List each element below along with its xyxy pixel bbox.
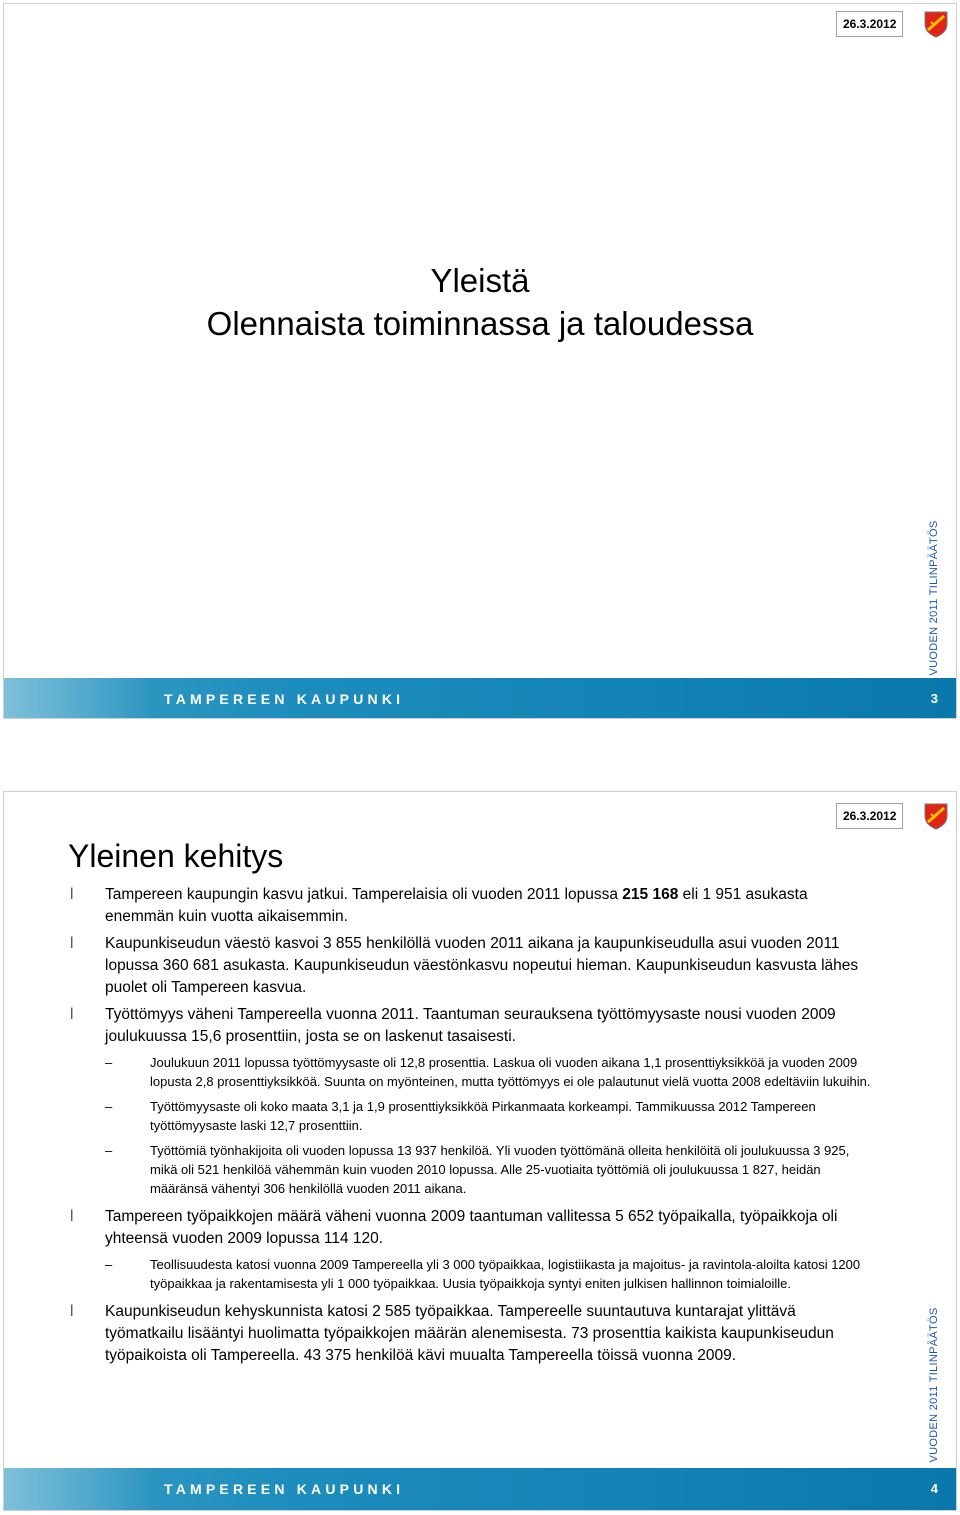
sub-bullet-dash: – xyxy=(105,1143,113,1158)
bullet-text: Työttömyys väheni Tampereella vuonna 2011. Taantuman seurauksena työttömyysaste nousi vuoden 2009 joulukuussa 15,6 prosenttiin, josta se on laskenut tasaisesti. xyxy=(105,1006,836,1045)
coat-of-arms-logo xyxy=(922,802,950,830)
city-skyline-image xyxy=(4,1468,154,1510)
bullet-item xyxy=(68,1004,878,1048)
bullet-item xyxy=(68,1301,878,1367)
footer-bar xyxy=(4,1468,956,1510)
side-label: VUODEN 2011 TILINPÄÄTÖS xyxy=(928,1307,940,1463)
slide-3 xyxy=(3,3,957,719)
bullet-text: Tampereen kaupungin kasvu jatkui. Tamperelaisia oli vuoden 2011 lopussa xyxy=(105,886,623,903)
sub-bullet-list xyxy=(105,1053,878,1198)
sub-bullet-item xyxy=(105,1141,878,1198)
slide-date: 26.3.2012 xyxy=(836,11,903,37)
bullet-text: Kaupunkiseudun kehyskunnista katosi 2 585 työpaikkaa. Tampereelle suuntautuva kuntarajat ylittävä työmatkailu lisääntyi huolimatta työpaikkojen määrän alenemisesta. 73 prosenttia kaikista kaupunkiseudun työpaikoista oli Tampereella. 43 375 henkilöä kävi muualta Tampereella töissä vuonna 2009. xyxy=(105,1303,834,1364)
sub-bullet-dash: – xyxy=(105,1099,113,1114)
coat-of-arms-logo xyxy=(922,10,950,38)
title-line-2: Olennaista toiminnassa ja taloudessa xyxy=(206,305,754,342)
page-number: 4 xyxy=(930,1481,938,1496)
bullet-marker: l xyxy=(70,1208,74,1225)
bullet-marker: l xyxy=(70,935,74,952)
bullet-list xyxy=(68,884,878,1372)
title-line-1: Yleistä xyxy=(430,262,530,299)
bullet-marker: l xyxy=(70,1006,74,1023)
footer-bar xyxy=(4,678,956,719)
footer-brand: TAMPEREEN KAUPUNKI xyxy=(164,1481,405,1497)
bullet-item xyxy=(68,884,878,928)
bullet-text: Tampereen työpaikkojen määrä väheni vuonna 2009 taantuman vallitessa 5 652 työpaikalla, työpaikkoja oli yhteensä vuoden 2009 lopussa 114 120. xyxy=(105,1208,838,1247)
slide-date: 26.3.2012 xyxy=(836,803,903,829)
sub-bullet-item xyxy=(105,1097,878,1135)
bullet-item xyxy=(68,1206,878,1250)
bullet-item xyxy=(68,933,878,999)
sub-bullet-text: Työttömiä työnhakijoita oli vuoden lopussa 13 937 henkilöä. Yli vuoden työttömänä olleita henkilöitä oli joulukuussa 3 925, mikä oli 521 henkilöä vähemmän kuin vuoden 2010 lopussa. Alle 25-vuotiaita työttömiä oli joulukuussa 1 827, heidän määränsä vähentyi 306 henkilöllä vuoden 2011 aikana. xyxy=(150,1143,850,1196)
slide-title xyxy=(4,259,956,345)
sub-bullet-text: Joulukuun 2011 lopussa työttömyysaste oli 12,8 prosenttia. Laskua oli vuoden aikana 1,1 prosenttiyksikköä ja vuoden 2009 lopusta 2,8 prosenttiyksikköä. Suunta on myönteinen, mutta työttömyys ei ole palautunut vielä vuotta 2008 edeltäviin lukuihin. xyxy=(150,1055,871,1089)
slide-heading: Yleinen kehitys xyxy=(68,838,284,874)
sub-bullet-item xyxy=(105,1053,878,1091)
slide-4 xyxy=(3,791,957,1511)
bullet-text: eli 1 951 asukasta enemmän kuin vuotta aikaisemmin. xyxy=(105,886,808,925)
bullet-highlight: 215 168 xyxy=(622,886,679,903)
sub-bullet-text: Työttömyysaste oli koko maata 3,1 ja 1,9 prosenttiyksikköä Pirkanmaata korkeampi. Tammikuussa 2012 Tampereen työttömyysaste laski 12,7 prosenttiin. xyxy=(150,1099,816,1133)
sub-bullet-dash: – xyxy=(105,1257,113,1272)
sub-bullet-item xyxy=(105,1255,878,1293)
bullet-text: Kaupunkiseudun väestö kasvoi 3 855 henkilöllä vuoden 2011 aikana ja kaupunkiseudulla asui vuoden 2011 lopussa 360 681 asukasta. Kaupunkiseudun väestönkasvu nopeutui hieman. Kaupunkiseudun kasvusta lähes puolet oli Tampereen kasvua. xyxy=(105,935,859,996)
bullet-marker: l xyxy=(70,1303,74,1320)
city-skyline-image xyxy=(4,678,154,719)
sub-bullet-dash: – xyxy=(105,1055,113,1070)
sub-bullet-list xyxy=(105,1255,878,1293)
page-number: 3 xyxy=(930,691,938,706)
sub-bullet-text: Teollisuudesta katosi vuonna 2009 Tampereella yli 3 000 työpaikkaa, logistiikasta ja majoitus- ja ravintola-aloilta katosi 1200 työpaikkaa ja rakentamisesta yli 1 000 työpaikkaa. Uusia työpaikkoja syntyi eniten julkisen hallinnon toimialoille. xyxy=(150,1257,861,1291)
footer-brand: TAMPEREEN KAUPUNKI xyxy=(164,691,405,707)
bullet-marker: l xyxy=(70,886,74,903)
side-label: VUODEN 2011 TILINPÄÄTÖS xyxy=(928,520,940,676)
